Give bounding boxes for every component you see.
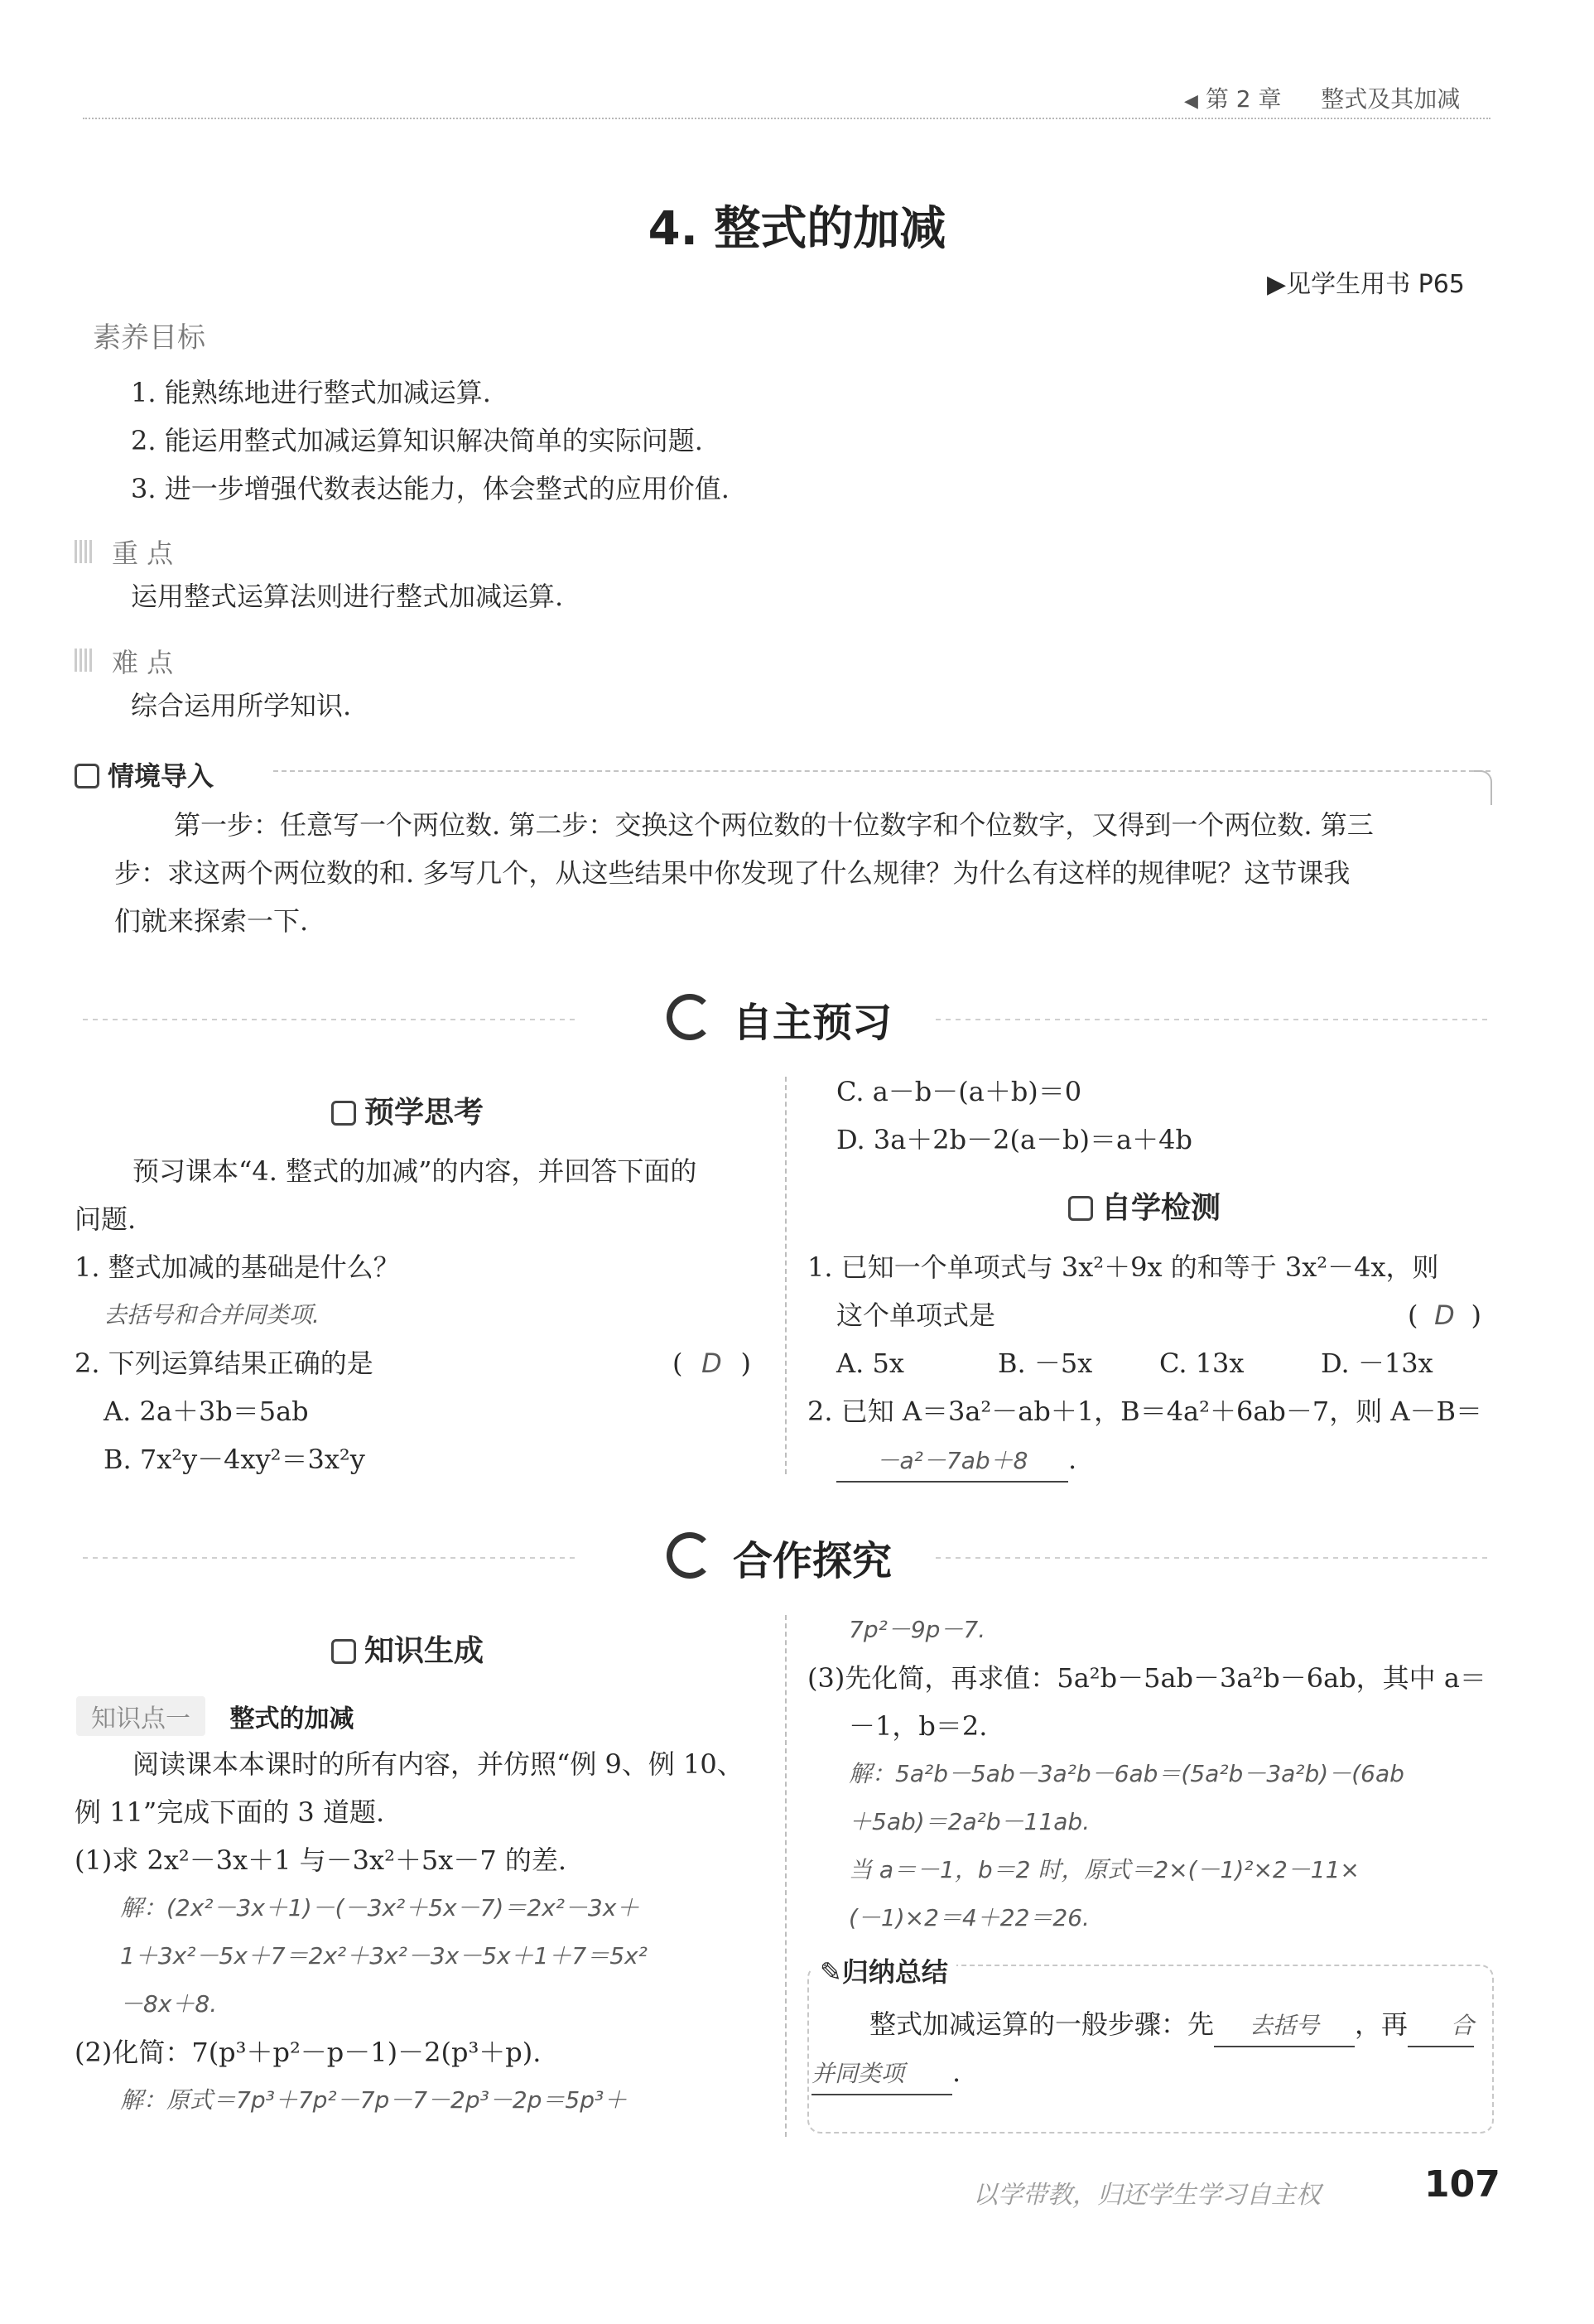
check-question-2: 2. 已知 A＝3a²－ab＋1，B＝4a²＋6ab－7，则 A－B＝ [807, 1396, 1483, 1427]
intro-text-line: 步：求这两个两位数的和. 多写几个，从这些结果中你发现了什么规律？为什么有这样的规律呢？这节课我 [114, 857, 1351, 889]
difficulty-marker-icon [75, 649, 93, 672]
page-number: 107 [1424, 2163, 1500, 2206]
check-option: C. 13x [1159, 1348, 1245, 1379]
check-option: A. 5x [836, 1348, 904, 1379]
summary-line-1: 整式加减运算的一般步骤：先 去括号 ，再 合 [869, 2004, 1474, 2047]
goals-label: 素养目标 [93, 321, 205, 354]
intro-divider-end [1474, 770, 1492, 805]
intro-text-line: 们就来探索一下. [114, 905, 309, 937]
intro-divider [273, 770, 1490, 772]
exercise-3: (3)先化简，再求值：5a²b－5ab－3a²b－6ab，其中 a＝ [807, 1662, 1486, 1694]
chapter-title: 整式及其加减 [1321, 85, 1461, 113]
summary-line-2: 并同类项 . [811, 2052, 961, 2095]
subheading-preview-thinking: 预学思考 [331, 1089, 484, 1131]
goal-item: 2. 能运用整式加减运算知识解决简单的实际问题. [131, 425, 703, 456]
subheading-self-check: 自学检测 [1068, 1184, 1221, 1227]
knowledge-point-title: 整式的加减 [229, 1704, 354, 1733]
scene-icon [75, 764, 99, 788]
page-title: 4. 整式的加减 [648, 202, 946, 256]
key-point-text: 运用整式运算法则进行整式加减运算. [131, 581, 564, 612]
knowledge-text-line: 阅读课本本课时的所有内容，并仿照“例 9、例 10、 [132, 1748, 744, 1780]
exercise-2: (2)化简：7(p³＋p²－p－1)－2(p³＋p). [75, 2037, 542, 2068]
solution-3-line: 解：5a²b－5ab－3a²b－6ab＝(5a²b－3a²b)－(6ab [849, 1760, 1404, 1787]
preview-text-line: 问题. [75, 1203, 137, 1235]
chapter-number: 第 2 章 [1205, 85, 1282, 113]
check-question-1: 1. 已知一个单项式与 3x²＋9x 的和等于 3x²－4x，则 [807, 1251, 1439, 1283]
check-answer-2: －a²－7ab＋8 . [836, 1439, 1076, 1483]
option-c: C. a－b－(a＋b)＝0 [836, 1076, 1082, 1107]
column-divider [785, 1615, 787, 2137]
solution-2-line: 解：原式＝7p³＋7p²－7p－7－2p³－2p＝5p³＋ [120, 2086, 628, 2114]
pencil-icon: ✎ [820, 1956, 842, 1988]
solution-1-line: 1＋3x²－5x＋7＝2x²＋3x²－3x－5x＋1＋7＝5x² [120, 1942, 648, 1970]
solution-1-line: －8x＋8. [120, 1990, 218, 2018]
back-triangle-icon: ◀ [1184, 91, 1198, 112]
intro-text-line: 第一步：任意写一个两位数. 第二步：交换这个两位数的十位数字和个位数字，又得到一个两位数. 第三 [174, 809, 1374, 841]
exercise-3-cont: －1，b＝2. [849, 1710, 988, 1742]
play-triangle-icon: ▶ [1267, 270, 1287, 299]
summary-box [807, 1965, 1494, 2134]
banner-left-line [83, 1019, 580, 1020]
knowledge-point-tag: 知识点一 [76, 1696, 205, 1736]
section-circle-icon [667, 994, 713, 1040]
difficulty-text: 综合运用所学知识. [131, 690, 352, 721]
solution-3-line: (－1)×2＝4＋22＝26. [849, 1904, 1090, 1931]
solution-3-line: ＋5ab)＝2a²b－11ab. [849, 1808, 1091, 1835]
goal-item: 1. 能熟练地进行整式加减运算. [131, 377, 491, 408]
answer-paren-q2: ( D ) [672, 1348, 751, 1379]
solution-2-cont: 7p²－9p－7. [849, 1616, 986, 1643]
solution-1-line: 解：(2x²－3x＋1)－(－3x²＋5x－7)＝2x²－3x＋ [120, 1894, 640, 1921]
answer-paren-check-q1: ( D ) [1408, 1299, 1481, 1331]
knowledge-point-heading [76, 1696, 354, 1736]
intro-heading: 情境导入 [75, 755, 214, 793]
banner-left-line [83, 1557, 580, 1559]
chapter-header [1184, 81, 1460, 114]
banner-right-line [936, 1557, 1490, 1559]
preview-text-line: 预习课本“4. 整式的加减”的内容，并回答下面的 [132, 1155, 697, 1187]
summary-heading: ✎归纳总结 [811, 1951, 956, 1989]
question-2: 2. 下列运算结果正确的是 [75, 1348, 373, 1379]
subheading-knowledge: 知识生成 [331, 1627, 484, 1670]
exercise-1: (1)求 2x²－3x＋1 与－3x²＋5x－7 的差. [75, 1844, 567, 1876]
difficulty-label: 难 点 [112, 647, 174, 678]
check-question-1-cont: 这个单项式是 [836, 1299, 996, 1331]
goal-item: 3. 进一步增强代数表达能力，体会整式的应用价值. [131, 473, 730, 504]
section-title-self-study: 自主预习 [733, 1000, 893, 1046]
option-a: A. 2a＋3b＝5ab [104, 1396, 309, 1427]
knowledge-text-line: 例 11”完成下面的 3 道题. [75, 1796, 385, 1828]
section-title-cooperation: 合作探究 [733, 1538, 893, 1584]
check-option: D. －13x [1321, 1348, 1433, 1379]
option-d: D. 3a＋2b－2(a－b)＝a＋4b [836, 1124, 1192, 1155]
book-icon [331, 1101, 356, 1126]
banner-right-line [936, 1019, 1490, 1020]
solution-3-line: 当 a＝－1，b＝2 时，原式＝2×(－1)²×2－11× [849, 1856, 1360, 1883]
section-circle-icon [667, 1532, 713, 1579]
key-point-label: 重 点 [112, 538, 174, 569]
header-divider [83, 118, 1490, 119]
option-b: B. 7x²y－4xy²＝3x²y [104, 1444, 365, 1475]
answer-1: 去括号和合并同类项. [104, 1301, 320, 1328]
check-option: B. －5x [998, 1348, 1093, 1379]
question-1: 1. 整式加减的基础是什么？ [75, 1251, 400, 1283]
check-icon [1068, 1196, 1093, 1221]
student-book-reference: ▶见学生用书 P65 [1267, 270, 1465, 299]
column-divider [785, 1077, 787, 1474]
footer-slogan: 以学带教，归还学生学习自主权 [973, 2181, 1321, 2210]
key-point-marker-icon [75, 540, 93, 563]
knowledge-icon [331, 1639, 356, 1664]
